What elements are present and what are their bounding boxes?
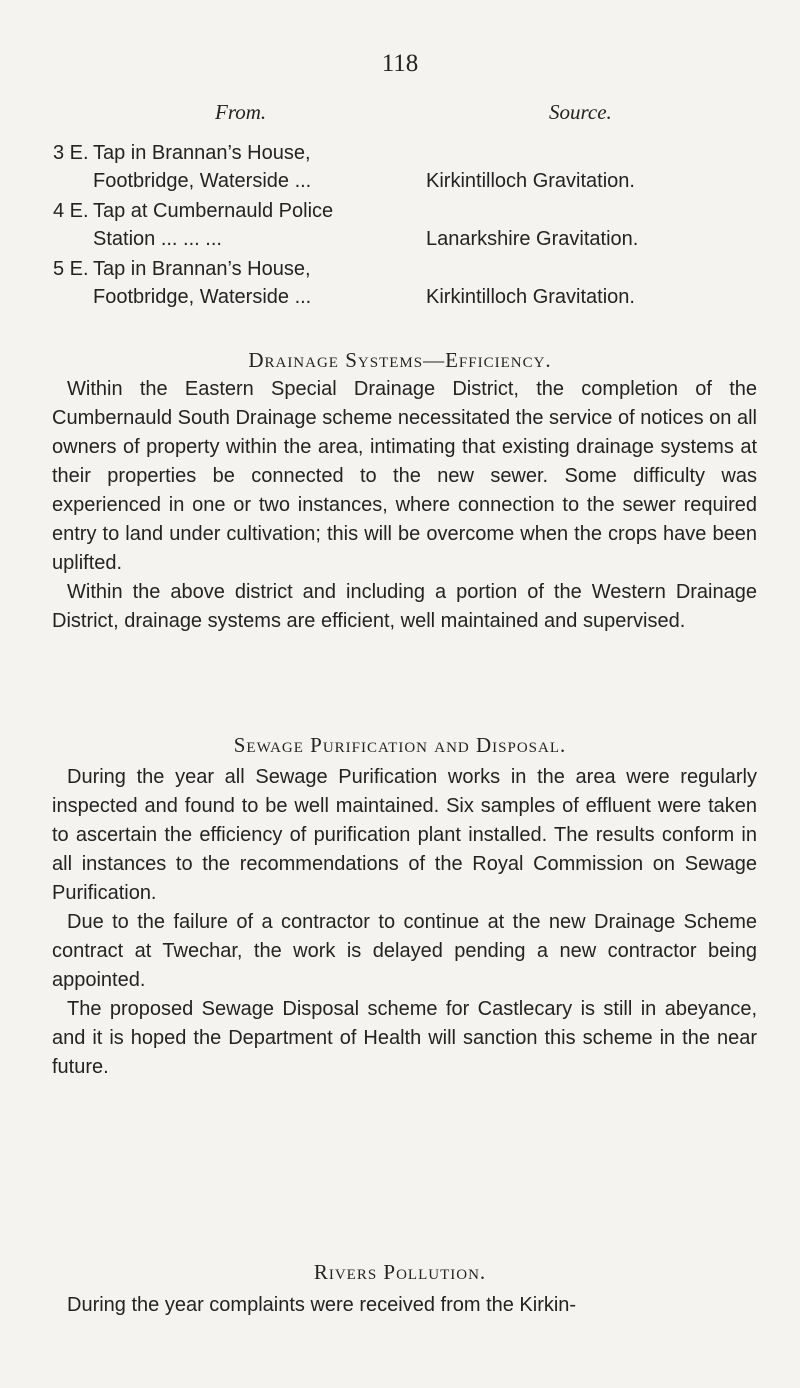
table-header-from: From.: [215, 100, 267, 124]
paragraph: Within the above district and including a portion of the Western Drainage District, drainage systems are efficient, well maintained and supervised.: [52, 581, 757, 632]
paragraph: The proposed Sewage Disposal scheme for Castlecary is still in abeyance, and it is hoped the Department of Health will sanction this scheme in the near future.: [52, 998, 757, 1078]
row-number: 5 E.: [53, 258, 89, 280]
row-location-line2: Footbridge, Waterside ...: [93, 286, 312, 308]
row-location-line2: Footbridge, Waterside ...: [93, 170, 312, 192]
table-row: [0, 142, 800, 202]
paragraph: Due to the failure of a contractor to continue at the new Drainage Scheme contract at Twechar, the work is delayed pending a new contractor being appointed.: [52, 911, 757, 991]
row-location-line1: Tap in Brannan’s House,: [93, 142, 311, 164]
row-number: 4 E.: [53, 200, 89, 222]
section-body-rivers: [52, 1291, 757, 1320]
row-location-line1: Tap at Cumbernauld Police: [93, 200, 334, 222]
section-heading-drainage: Drainage Systems—Efficiency.: [248, 348, 552, 372]
table-row: [0, 258, 800, 318]
page-number: 118: [381, 50, 419, 77]
section-heading-sewage: Sewage Purification and Disposal.: [233, 733, 567, 757]
table-row: [0, 200, 800, 260]
row-number: 3 E.: [53, 142, 89, 164]
paragraph: During the year all Sewage Purification works in the area were regularly inspected and found to be well maintained. Six samples of effluent were taken to ascertain the efficiency of purification plant installed. The results conform in all instances to the recommendations of the Royal Commission on Sewage Purification.: [52, 766, 757, 904]
section-body-sewage: [52, 763, 757, 1082]
section-heading-rivers: Rivers Pollution.: [313, 1260, 487, 1284]
section-body-drainage: [52, 375, 757, 636]
row-source: Kirkintilloch Gravitation.: [426, 286, 635, 308]
paragraph: During the year complaints were received from the Kirkin-: [67, 1294, 577, 1316]
table-header-source: Source.: [549, 100, 612, 124]
row-source: Lanarkshire Gravitation.: [426, 228, 639, 250]
row-location-line1: Tap in Brannan’s House,: [93, 258, 311, 280]
row-source: Kirkintilloch Gravitation.: [426, 170, 635, 192]
row-location-line2: Station ... ... ...: [93, 228, 222, 250]
paragraph: Within the Eastern Special Drainage District, the completion of the Cumbernauld South Drainage scheme necessitated the service of notices on all owners of property within the area, intimating that existing drainage systems at their properties be connected to the new sewer. Some difficulty was experienced in one or two instances, where connection to the sewer required entry to land under cultivation; this will be overcome when the crops have been uplifted.: [52, 378, 757, 574]
